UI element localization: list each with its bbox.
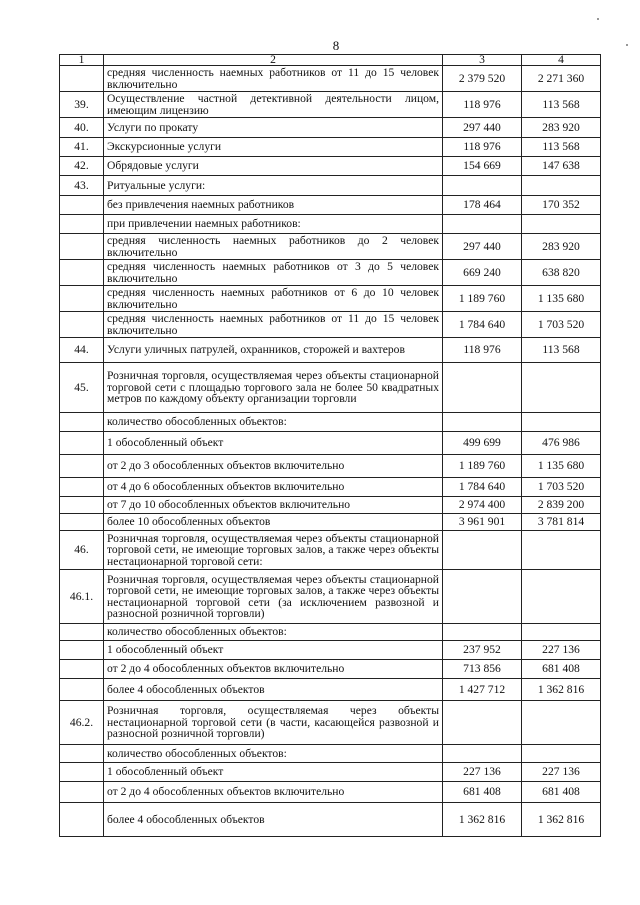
- table-row: [60, 157, 601, 176]
- row-description: при привлечении наемных работников:: [104, 215, 443, 234]
- row-number: 46.: [60, 531, 104, 570]
- row-description: Экскурсионные услуги: [104, 138, 443, 157]
- table-row: [60, 745, 601, 763]
- header-col-2: 2: [104, 55, 443, 66]
- row-number: [60, 497, 104, 514]
- row-value-col-4: 283 920: [522, 234, 601, 260]
- row-number: [60, 782, 104, 803]
- row-number: [60, 66, 104, 92]
- row-value-col-3: 2 974 400: [443, 497, 522, 514]
- table-row: [60, 478, 601, 497]
- row-value-col-4: 113 568: [522, 92, 601, 118]
- row-value-col-3: 118 976: [443, 138, 522, 157]
- row-number: [60, 312, 104, 338]
- row-description: средняя численность наемных работников от 6 до 10 человек включительно: [104, 286, 443, 312]
- row-description: средняя численность наемных работников до 2 человек включительно: [104, 234, 443, 260]
- row-value-col-4: 638 820: [522, 260, 601, 286]
- row-value-col-3: [443, 701, 522, 745]
- table-row: [60, 497, 601, 514]
- row-number: [60, 745, 104, 763]
- row-value-col-4: 3 781 814: [522, 514, 601, 531]
- table-row: [60, 118, 601, 138]
- row-value-col-3: 1 189 760: [443, 455, 522, 478]
- row-value-col-4: 170 352: [522, 196, 601, 215]
- row-number: [60, 455, 104, 478]
- page-number: 8: [332, 38, 340, 53]
- row-value-col-3: 1 189 760: [443, 286, 522, 312]
- table-row: [60, 455, 601, 478]
- tariff-table: [59, 54, 601, 837]
- table-row: [60, 782, 601, 803]
- row-number: [60, 803, 104, 837]
- row-number: 46.2.: [60, 701, 104, 745]
- row-number: [60, 413, 104, 432]
- row-value-col-4: [522, 176, 601, 196]
- row-value-col-4: 1 135 680: [522, 455, 601, 478]
- header-col-3: 3: [443, 55, 522, 66]
- row-value-col-3: 154 669: [443, 157, 522, 176]
- row-description: количество обособленных объектов:: [104, 413, 443, 432]
- row-value-col-4: 1 703 520: [522, 312, 601, 338]
- row-number: [60, 641, 104, 660]
- table-row: [60, 363, 601, 413]
- row-value-col-4: 1 362 816: [522, 803, 601, 837]
- row-number: [60, 478, 104, 497]
- row-number: [60, 660, 104, 679]
- row-description: 1 обособленный объект: [104, 641, 443, 660]
- row-number: 45.: [60, 363, 104, 413]
- row-number: 39.: [60, 92, 104, 118]
- row-description: Услуги уличных патрулей, охранников, сторожей и вахтеров: [104, 338, 443, 363]
- row-number: 43.: [60, 176, 104, 196]
- table-row: [60, 413, 601, 432]
- row-number: [60, 679, 104, 701]
- scan-speck: [597, 18, 599, 20]
- row-value-col-3: 681 408: [443, 782, 522, 803]
- row-value-col-4: 681 408: [522, 782, 601, 803]
- row-value-col-4: 1 135 680: [522, 286, 601, 312]
- row-description: более 10 обособленных объектов: [104, 514, 443, 531]
- row-description: количество обособленных объектов:: [104, 745, 443, 763]
- table-row: [60, 803, 601, 837]
- scan-speck: [626, 44, 628, 46]
- row-value-col-4: 113 568: [522, 338, 601, 363]
- row-value-col-4: 283 920: [522, 118, 601, 138]
- row-number: [60, 514, 104, 531]
- row-number: [60, 763, 104, 782]
- row-value-col-4: 227 136: [522, 641, 601, 660]
- table-row: [60, 286, 601, 312]
- row-value-col-3: 237 952: [443, 641, 522, 660]
- row-value-col-3: 297 440: [443, 118, 522, 138]
- row-value-col-4: 113 568: [522, 138, 601, 157]
- row-value-col-3: [443, 413, 522, 432]
- row-value-col-4: 1 362 816: [522, 679, 601, 701]
- table-row: [60, 260, 601, 286]
- row-value-col-4: 227 136: [522, 763, 601, 782]
- row-value-col-3: 2 379 520: [443, 66, 522, 92]
- row-value-col-4: [522, 624, 601, 641]
- header-col-1: 1: [60, 55, 104, 66]
- row-value-col-3: 499 699: [443, 432, 522, 455]
- row-value-col-4: 2 839 200: [522, 497, 601, 514]
- row-value-col-3: 118 976: [443, 338, 522, 363]
- row-value-col-3: [443, 363, 522, 413]
- row-number: 42.: [60, 157, 104, 176]
- table-row: [60, 138, 601, 157]
- row-description: средняя численность наемных работников от 11 до 15 человек включительно: [104, 312, 443, 338]
- row-description: более 4 обособленных объектов: [104, 803, 443, 837]
- table-row: [60, 624, 601, 641]
- row-value-col-3: 3 961 901: [443, 514, 522, 531]
- row-value-col-4: 476 986: [522, 432, 601, 455]
- row-description: Розничная торговля, осуществляемая через объекты стационарной торговой сети, не имеющие торговых залов, а также через объекты нестационарной торговой сети:: [104, 531, 443, 570]
- row-description: 1 обособленный объект: [104, 432, 443, 455]
- row-value-col-4: [522, 701, 601, 745]
- row-description: Осуществление частной детективной деятельности лицом, имеющим лицензию: [104, 92, 443, 118]
- row-value-col-4: 681 408: [522, 660, 601, 679]
- row-description: Розничная торговля, осуществляемая через объекты нестационарной торговой сети (в части, касающейся развозной и разносной розничной торговли): [104, 701, 443, 745]
- row-value-col-3: 227 136: [443, 763, 522, 782]
- row-description: средняя численность наемных работников от 11 до 15 человек включительно: [104, 66, 443, 92]
- table-row: [60, 176, 601, 196]
- row-value-col-4: 147 638: [522, 157, 601, 176]
- row-number: [60, 260, 104, 286]
- row-value-col-3: [443, 570, 522, 624]
- row-description: от 2 до 4 обособленных объектов включительно: [104, 660, 443, 679]
- row-number: 40.: [60, 118, 104, 138]
- row-value-col-3: 297 440: [443, 234, 522, 260]
- table-row: [60, 514, 601, 531]
- table-row: [60, 92, 601, 118]
- row-description: от 4 до 6 обособленных объектов включительно: [104, 478, 443, 497]
- table-row: [60, 338, 601, 363]
- row-value-col-3: [443, 745, 522, 763]
- row-number: [60, 215, 104, 234]
- row-value-col-3: 1 427 712: [443, 679, 522, 701]
- row-value-col-3: 118 976: [443, 92, 522, 118]
- table-row: [60, 531, 601, 570]
- row-value-col-4: 1 703 520: [522, 478, 601, 497]
- row-description: количество обособленных объектов:: [104, 624, 443, 641]
- table-row: [60, 660, 601, 679]
- table-row: [60, 215, 601, 234]
- row-description: без привлечения наемных работников: [104, 196, 443, 215]
- row-value-col-4: [522, 570, 601, 624]
- row-description: Ритуальные услуги:: [104, 176, 443, 196]
- row-description: Розничная торговля, осуществляемая через объекты стационарной торговой сети с площадью торгового зала не более 50 квадратных метров по каждому объекту организации торговли: [104, 363, 443, 413]
- row-number: [60, 234, 104, 260]
- row-value-col-4: [522, 363, 601, 413]
- row-description: Услуги по прокату: [104, 118, 443, 138]
- row-description: Обрядовые услуги: [104, 157, 443, 176]
- row-value-col-3: 669 240: [443, 260, 522, 286]
- row-description: средняя численность наемных работников от 3 до 5 человек включительно: [104, 260, 443, 286]
- table-row: [60, 66, 601, 92]
- row-number: [60, 196, 104, 215]
- table-header-row: [60, 55, 601, 66]
- table-row: [60, 679, 601, 701]
- table-row: [60, 312, 601, 338]
- row-number: [60, 432, 104, 455]
- row-value-col-3: [443, 624, 522, 641]
- row-description: более 4 обособленных объектов: [104, 679, 443, 701]
- row-value-col-3: [443, 176, 522, 196]
- row-value-col-3: 1 784 640: [443, 312, 522, 338]
- header-col-4: 4: [522, 55, 601, 66]
- table-row: [60, 196, 601, 215]
- row-value-col-4: 2 271 360: [522, 66, 601, 92]
- row-value-col-3: 178 464: [443, 196, 522, 215]
- row-description: 1 обособленный объект: [104, 763, 443, 782]
- table-row: [60, 432, 601, 455]
- row-value-col-3: [443, 531, 522, 570]
- row-value-col-3: [443, 215, 522, 234]
- table-row: [60, 701, 601, 745]
- row-value-col-4: [522, 215, 601, 234]
- row-description: Розничная торговля, осуществляемая через объекты стационарной торговой сети, не имеющие торговых залов, а также через объекты нестационарной торговой сети (за исключением развозной и разносной розничной торговли): [104, 570, 443, 624]
- row-description: от 2 до 3 обособленных объектов включительно: [104, 455, 443, 478]
- table-row: [60, 234, 601, 260]
- row-number: [60, 624, 104, 641]
- row-number: 44.: [60, 338, 104, 363]
- row-description: от 2 до 4 обособленных объектов включительно: [104, 782, 443, 803]
- row-value-col-3: 1 362 816: [443, 803, 522, 837]
- row-value-col-3: 1 784 640: [443, 478, 522, 497]
- row-description: от 7 до 10 обособленных объектов включительно: [104, 497, 443, 514]
- row-number: 41.: [60, 138, 104, 157]
- table-row: [60, 763, 601, 782]
- row-value-col-3: 713 856: [443, 660, 522, 679]
- row-value-col-4: [522, 413, 601, 432]
- table-row: [60, 570, 601, 624]
- row-value-col-4: [522, 531, 601, 570]
- row-number: [60, 286, 104, 312]
- row-number: 46.1.: [60, 570, 104, 624]
- row-value-col-4: [522, 745, 601, 763]
- table-row: [60, 641, 601, 660]
